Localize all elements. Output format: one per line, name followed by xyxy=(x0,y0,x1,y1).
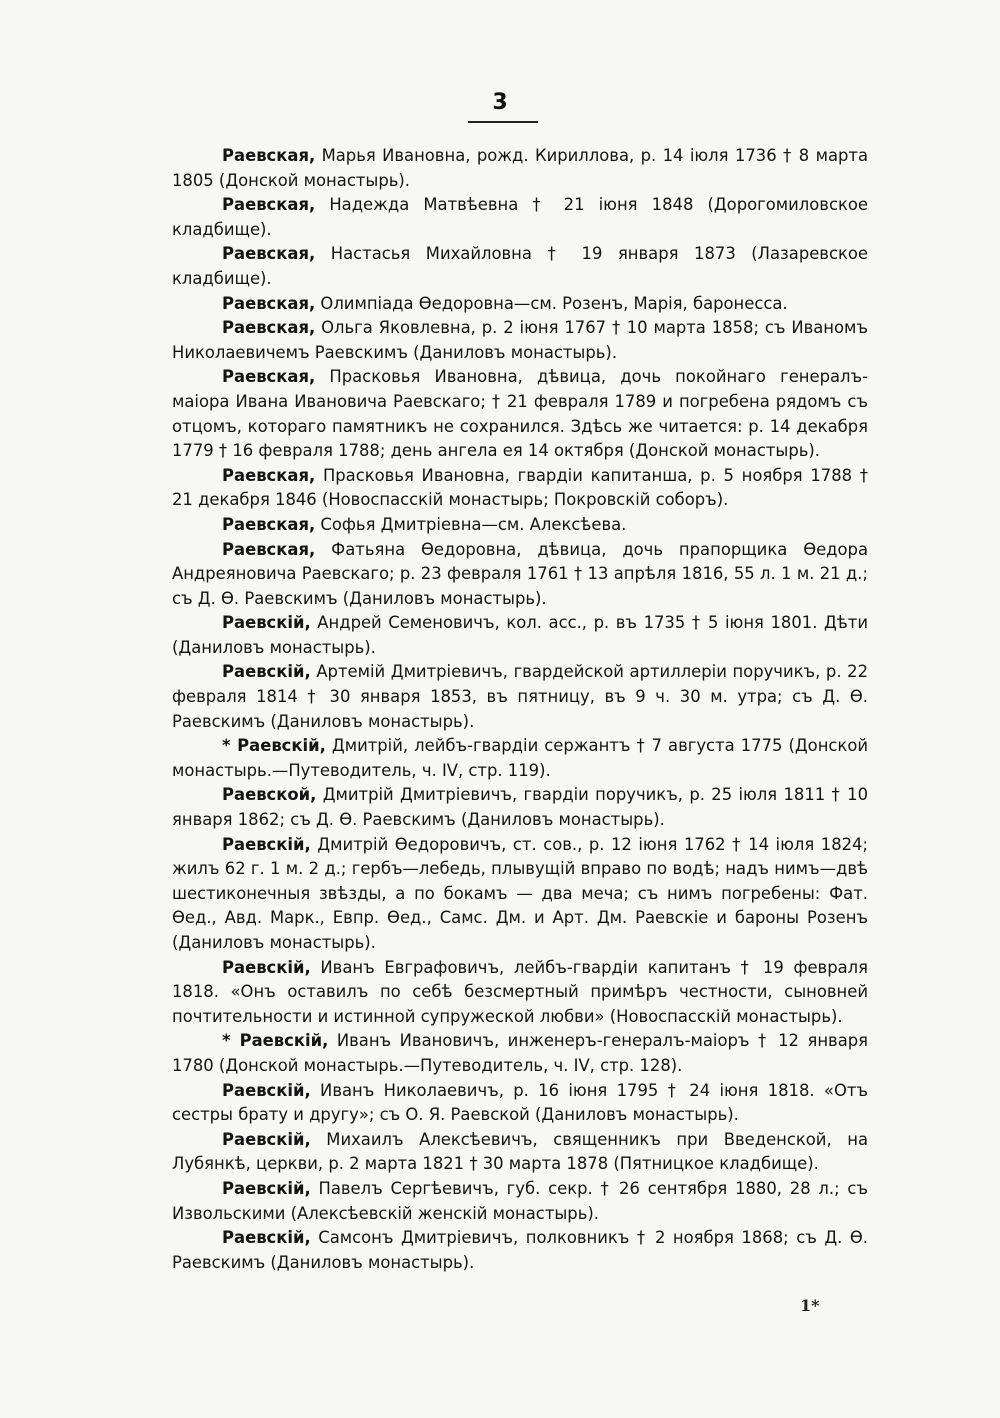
entry-text: Настасья Михайловна † 19 января 1873 (Лазаревское кладбище). xyxy=(172,244,868,288)
entry-text: Дмитрій, лейбъ-гвардіи сержантъ † 7 августа 1775 (Донской монастырь.—Путеводитель, ч. IV, стр. 119). xyxy=(172,736,869,780)
entry-surname: Раевскій, xyxy=(222,613,311,633)
entry-paragraph xyxy=(172,783,868,832)
entry-surname: Раевская, xyxy=(222,195,316,215)
entry-text: Михаилъ Алексѣевичъ, священникъ при Введенской, на Лубянкѣ, церкви, р. 2 марта 1821 † 30 марта 1878 (Пятницкое кладбище). xyxy=(172,1129,868,1174)
entry-text: Павелъ Сергѣевичъ, губ. секр. † 26 сентября 1880, 28 л.; съ Извольскими (Алексѣевскій женскій монастырь). xyxy=(172,1178,868,1223)
entry-surname: Раевскій, xyxy=(222,1129,311,1149)
entry-text: Самсонъ Дмитріевичъ, полковникъ † 2 ноября 1868; съ Д. Ѳ. Раевскимъ (Даниловъ монастырь). xyxy=(172,1228,868,1272)
entry-paragraph xyxy=(172,734,868,783)
entry-text: Артемій Дмитріевичъ, гвардейской артиллеріи поручикъ, р. 22 февраля 1814 † 30 января 1853, въ пятницу, въ 9 ч. 30 м. утра; съ Д. Ѳ. Раевскимъ (Даниловъ монастырь). xyxy=(172,662,868,731)
entry-paragraph xyxy=(172,1079,868,1128)
entry-surname: Раевская, xyxy=(222,514,316,534)
entry-text: Марья Ивановна, рожд. Кириллова, р. 14 іюля 1736 † 8 марта 1805 (Донской монастырь). xyxy=(172,146,868,190)
entry-asterisk: * xyxy=(222,1031,240,1051)
entry-surname: Раевскій, xyxy=(222,662,311,682)
entry-text: Дмитрій Дмитріевичъ, гвардіи поручикъ, р. 25 іюля 1811 † 10 января 1862; съ Д. Ѳ. Раевскимъ (Даниловъ монастырь). xyxy=(172,785,868,830)
printer-signature-mark: 1* xyxy=(800,1296,820,1315)
entry-paragraph xyxy=(172,365,868,463)
entry-surname: Раевская, xyxy=(222,293,316,313)
entry-paragraph xyxy=(172,464,868,513)
entry-surname: Раевская, xyxy=(222,539,316,559)
entry-text: Иванъ Николаевичъ, р. 16 іюня 1795 † 24 іюня 1818. «Отъ сестры брату и другу»; съ О. Я. Раевской (Даниловъ монастырь). xyxy=(172,1080,868,1125)
entry-paragraph xyxy=(172,316,868,365)
entry-surname: Раевскій, xyxy=(222,1228,311,1248)
entry-text: Иванъ Евграфовичъ, лейбъ-гвардіи капитанъ † 19 февраля 1818. «Онъ оставилъ по себѣ безсмертный примѣръ честности, сыновней почтительности и истинной супружеской любви» (Новоспасскій монастырь). xyxy=(172,957,868,1026)
entry-paragraph xyxy=(172,292,868,317)
entry-text: Софья Дмитріевна—см. Алексѣева. xyxy=(315,514,627,534)
entry-paragraph xyxy=(172,833,868,956)
entry-surname: Раевскій, xyxy=(222,957,311,977)
entry-text: Иванъ Ивановичъ, инженеръ-генералъ-маіоръ † 12 января 1780 (Донской монастырь.—Путеводитель, ч. IV, стр. 128). xyxy=(172,1031,868,1075)
entry-paragraph xyxy=(172,538,868,612)
entry-paragraph xyxy=(172,144,868,193)
entry-surname: Раевскій, xyxy=(237,736,326,756)
entry-paragraph xyxy=(172,193,868,242)
entry-asterisk: * xyxy=(222,736,238,756)
entry-paragraph xyxy=(172,513,868,538)
entry-paragraph xyxy=(172,1177,868,1226)
entry-surname: Раевская, xyxy=(222,367,316,387)
entry-paragraph xyxy=(172,611,868,660)
entry-surname: Раевская, xyxy=(222,146,316,165)
entry-surname: Раевской, xyxy=(222,785,317,805)
entry-text: Прасковья Ивановна, гвардіи капитанша, р. 5 ноября 1788 † 21 декабря 1846 (Новоспасскій монастырь; Покровскій соборъ). xyxy=(172,465,868,510)
entry-surname: Раевскій, xyxy=(222,1080,311,1100)
entry-text: Фатьяна Ѳедоровна, дѣвица, дочь прапорщика Ѳедора Андреяновича Раевскаго; р. 23 февраля 1761 † 13 апрѣля 1816, 55 л. 1 м. 21 д.; съ Д. Ѳ. Раевскимъ (Даниловъ монастырь). xyxy=(172,539,868,608)
entry-text: Надежда Матвѣевна † 21 іюня 1848 (Дорогомиловское кладбище). xyxy=(172,195,868,239)
entry-paragraph xyxy=(172,1029,868,1078)
entry-paragraph xyxy=(172,1226,868,1275)
entry-surname: Раевскій, xyxy=(222,1178,311,1198)
page-number: 3 xyxy=(492,90,508,115)
entry-text: Дмитрій Ѳедоровичъ, ст. сов., р. 12 іюня 1762 † 14 іюля 1824; жилъ 62 г. 1 м. 2 д.; гербъ—лебедь, плывущій вправо по водѣ; надъ нимъ—двѣ шестиконечныя звѣзды, а по бокамъ — два меча; съ нимъ погребены: Фат. Ѳед., Авд. Марк., Евпр. Ѳед., Самс. Дм. и Арт. Дм. Раевскіе и бароны Розенъ (Даниловъ монастырь). xyxy=(172,834,868,952)
entry-surname: Раевскій, xyxy=(239,1031,329,1051)
entry-surname: Раевскій, xyxy=(222,834,311,854)
entry-paragraph xyxy=(172,956,868,1030)
entry-text: Прасковья Ивановна, дѣвица, дочь покойнаго генералъ-маіора Ивана Ивановича Раевскаго; † 21 февраля 1789 и погребена рядомъ съ отцомъ, котораго памятникъ не сохранился. Здѣсь же читается: р. 14 декабря 1779 † 16 февраля 1788; день ангела ея 14 октября (Донской монастырь). xyxy=(172,367,868,461)
page-number-underline xyxy=(468,121,538,123)
entry-surname: Раевская, xyxy=(222,318,316,338)
entry-text: Ольга Яковлевна, р. 2 іюня 1767 † 10 марта 1858; съ Иваномъ Николаевичемъ Раевскимъ (Даниловъ монастырь). xyxy=(172,318,868,362)
entry-paragraph xyxy=(172,1128,868,1177)
entry-surname: Раевская, xyxy=(222,244,316,264)
entry-paragraph xyxy=(172,660,868,734)
entry-surname: Раевская, xyxy=(222,465,316,485)
entry-paragraph xyxy=(172,242,868,291)
entry-text: Олимпіада Ѳедоровна—см. Розенъ, Марія, баронесса. xyxy=(315,293,788,313)
entry-list xyxy=(172,144,868,1275)
entry-text: Андрей Семеновичъ, кол. асс., р. въ 1735 † 5 іюня 1801. Дѣти (Даниловъ монастырь). xyxy=(172,613,868,657)
